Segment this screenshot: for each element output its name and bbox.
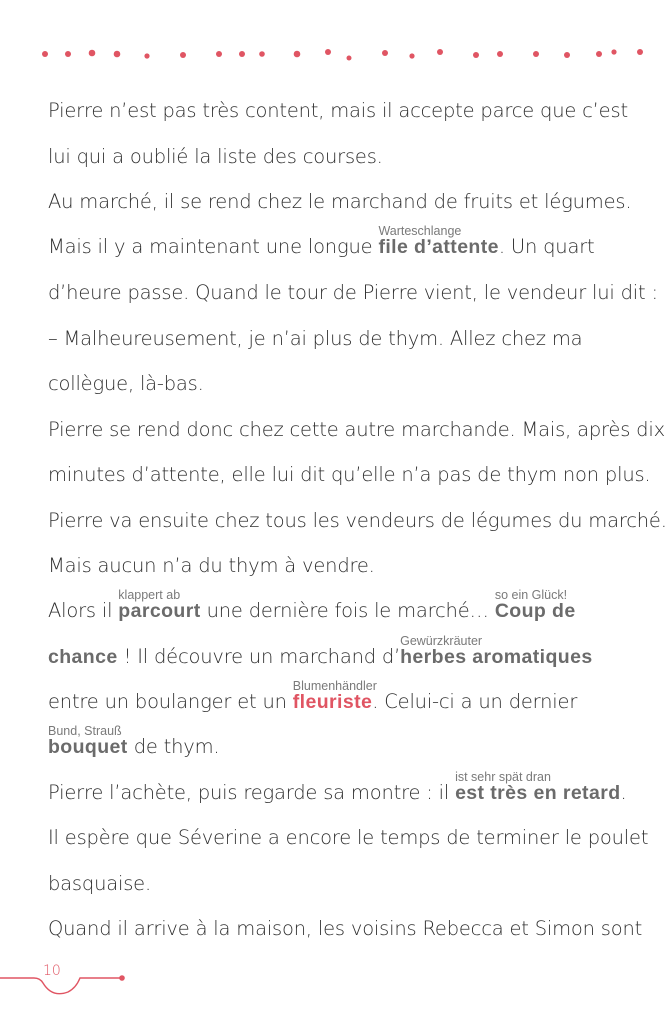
vocab-item [494,588,576,623]
vocab-gloss: Bund, Strauß [48,724,122,738]
text-line [48,770,651,805]
text-line [48,724,651,759]
decorative-dot [239,51,245,57]
vocab-gloss: klappert ab [118,588,181,602]
vocab-word: file d’attente [378,236,499,258]
decorative-dot [596,51,602,57]
vocab-item [378,224,499,259]
text-line: Quand il arrive à la maison, les voisins Rebecca et Simon sont [48,917,643,940]
page-number-ornament [0,950,140,1010]
decorative-dot [294,51,301,58]
text-line: Pierre va ensuite chez tous les vendeurs de légumes du marché. [48,509,667,532]
vocab-item [455,770,621,805]
decorative-dot [382,50,388,56]
text-line: d’heure passe. Quand le tour de Pierre vient, le vendeur lui dit : [48,281,658,304]
decorative-dot [325,49,331,55]
decorative-dot [180,52,186,58]
decorative-dot [89,50,96,57]
decorative-dot [564,52,570,58]
decorative-dot-border [0,0,671,80]
vocab-word: est très en retard [455,782,621,804]
text-segment: entre un boulanger et un [48,690,293,713]
vocab-gloss: Warteschlange [378,224,462,238]
decorative-dot [611,49,616,54]
text-segment: Pierre l’achète, puis regarde sa montre : il [48,781,456,804]
text-line: Pierre se rend donc chez cette autre marchande. Mais, après dix [48,418,665,441]
decorative-dot [216,51,222,57]
text-line [48,588,651,623]
text-segment: Alors il [48,599,119,622]
vocab-word: fleuriste [292,691,373,713]
vocab-gloss: Blumenhändler [292,679,377,693]
decorative-dot [637,49,643,55]
decorative-dot [114,51,121,58]
text-line: – Malheureusement, je n’ai plus de thym. Allez chez ma [48,327,583,350]
text-line: Pierre n’est pas très content, mais il accepte parce que c’est [48,99,628,122]
page-number: 10 [43,963,61,979]
vocab-word: herbes aromatiques [400,646,593,668]
text-segment: Mais il y a maintenant une longue [48,235,379,258]
text-line: minutes d’attente, elle lui dit qu’elle n’a pas de thym non plus. [48,463,651,486]
vocab-item [48,724,128,759]
vocab-word: bouquet [48,736,128,758]
vocab-item [118,588,201,623]
text-line: basquaise. [48,872,151,895]
decorative-dot [409,53,414,58]
text-line [48,634,651,669]
decorative-dot [437,49,443,55]
text-segment: . Un quart [498,235,595,258]
vocab-gloss: so ein Glück! [494,588,568,602]
decorative-dot [533,51,539,57]
decorative-dot [347,56,352,61]
vocab-item [292,679,377,714]
vocab-item [400,634,593,669]
vocab-word: chance [48,646,118,668]
decorative-dot [259,51,265,57]
text-line: Au marché, il se rend chez le marchand de fruits et légumes. [48,190,632,213]
vocab-gloss: ist sehr spät dran [455,770,551,784]
decorative-dot [65,51,71,57]
decorative-dot [42,51,48,57]
text-line: Il espère que Séverine a encore le temps de terminer le poulet [48,826,649,849]
text-line: lui qui a oublié la liste des courses. [48,145,383,168]
vocab-gloss: Gewürzkräuter [400,634,483,648]
text-line [48,224,651,259]
text-segment: une dernière fois le marché… [200,599,495,622]
text-line [48,679,651,714]
decorative-dot [473,52,479,58]
decorative-dot [144,53,149,58]
text-line: collègue, là-bas. [48,372,204,395]
text-segment: . [620,781,627,804]
vocab-word: Coup de [494,600,576,622]
decorative-dot [497,51,503,57]
text-segment: ! Il découvre un marchand d’ [117,645,401,668]
text-segment: . Celui-ci a un dernier [372,690,578,713]
text-line: Mais aucun n’a du thym à vendre. [48,554,375,577]
vocab-word: parcourt [118,600,201,622]
text-segment: de thym. [127,735,220,758]
